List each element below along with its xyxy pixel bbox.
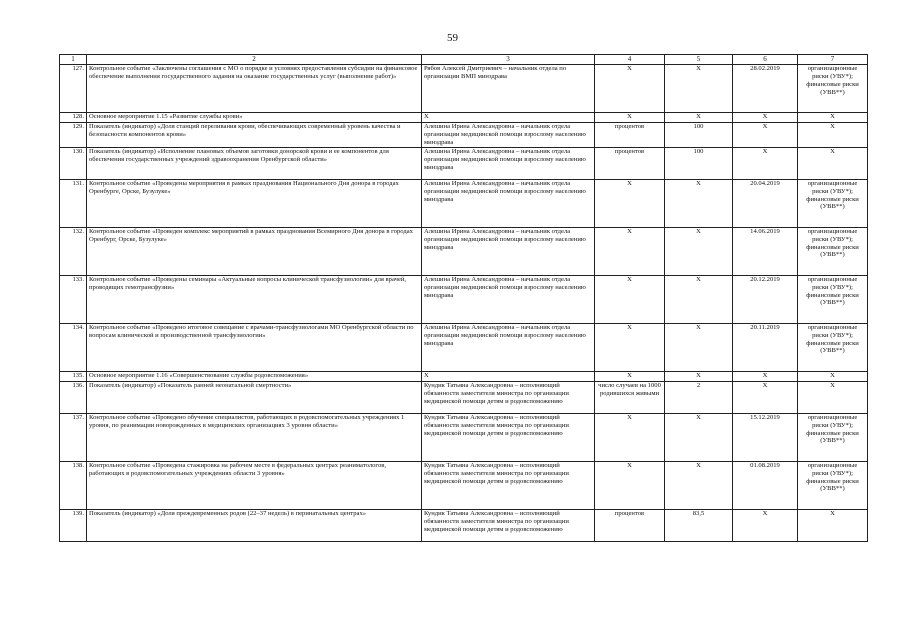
- cell-value: Х: [665, 323, 733, 371]
- cell-value: 100: [665, 123, 733, 148]
- cell-date: 14.06.2019: [733, 227, 798, 275]
- cell-name: Показатель (индикатор) «Доля станций переливания крови, обеспечивающих современный уровень качества и безопасности компонентов крови»: [87, 123, 422, 148]
- cell-resp: Кундик Татьяна Александровна – исполняющий обязанности заместителя министра по организации медицинской помощи детям и родовспоможению: [422, 461, 595, 509]
- cell-unit: Х: [595, 413, 665, 461]
- cell-resp: Х: [422, 371, 595, 381]
- cell-risk: организационные риски (УВУ*); финансовые риски (УВВ**): [798, 461, 868, 509]
- table-row: [60, 461, 868, 509]
- cell-num: 131.: [60, 179, 87, 227]
- table-row: [60, 381, 868, 413]
- cell-num: 136.: [60, 381, 87, 413]
- cell-name: Контрольное событие «Проведен комплекс мероприятий в рамках празднования Всемирного Дня донора в городах Оренбург, Орске, Бузулуке»: [87, 227, 422, 275]
- page-number: 59: [447, 32, 458, 44]
- cell-date: 20.12.2019: [733, 275, 798, 323]
- cell-value: Х: [665, 275, 733, 323]
- cell-date: 01.08.2019: [733, 461, 798, 509]
- cell-value: Х: [665, 227, 733, 275]
- cell-name: Основное мероприятие 1.15 «Развитие службы крови»: [87, 113, 422, 123]
- cell-num: 127.: [60, 65, 87, 113]
- table-row: [60, 323, 868, 371]
- table-row: [60, 147, 868, 179]
- cell-unit: Х: [595, 65, 665, 113]
- table-row: [60, 509, 868, 541]
- cell-num: 129.: [60, 123, 87, 148]
- cell-risk: Х: [798, 381, 868, 413]
- cell-date: 15.12.2019: [733, 413, 798, 461]
- cell-num: 134.: [60, 323, 87, 371]
- cell-resp: Кундик Татьяна Александровна – исполняющий обязанности заместителя министра по организации медицинской помощи детям и родовспоможению: [422, 509, 595, 541]
- cell-risk: Х: [798, 371, 868, 381]
- cell-date: 28.02.2019: [733, 65, 798, 113]
- cell-date: Х: [733, 123, 798, 148]
- cell-date: Х: [733, 371, 798, 381]
- cell-resp: Алешина Ирина Александровна – начальник отдела организации медицинской помощи взрослому населению минздрава: [422, 179, 595, 227]
- cell-value: Х: [665, 113, 733, 123]
- cell-name: Контрольное событие «Проведены мероприятия в рамках празднования Национального Дня донора в городах Оренбурге, Орске, Бузулуке»: [87, 179, 422, 227]
- cell-name: Показатель (индикатор) «Доля преждевременных родов (22–37 недель) в перинатальных центрах»: [87, 509, 422, 541]
- cell-risk: Х: [798, 147, 868, 179]
- cell-date: Х: [733, 113, 798, 123]
- cell-num: 128.: [60, 113, 87, 123]
- cell-unit: процентов: [595, 509, 665, 541]
- column-number-row: [60, 55, 868, 65]
- cell-unit: Х: [595, 371, 665, 381]
- cell-risk: Х: [798, 509, 868, 541]
- cell-value: Х: [665, 371, 733, 381]
- cell-resp: Кундик Татьяна Александровна – исполняющий обязанности заместителя министра по организации медицинской помощи детям и родовспоможению: [422, 381, 595, 413]
- cell-name: Контрольное событие «Проведено обучение специалистов, работающих в родовспомогательных учреждениях 1 уровня, по реанимации новорожденных в медицинских организациях 3 уровня области»: [87, 413, 422, 461]
- cell-resp: Алешина Ирина Александровна – начальник отдела организации медицинской помощи взрослому населению минздрава: [422, 227, 595, 275]
- cell-value: 83,5: [665, 509, 733, 541]
- table-row: [60, 179, 868, 227]
- cell-unit: процентов: [595, 123, 665, 148]
- cell-name: Основное мероприятие 1.16 «Совершенствование службы родовспоможения»: [87, 371, 422, 381]
- cell-resp: Х: [422, 113, 595, 123]
- cell-risk: организационные риски (УВУ*); финансовые риски (УВВ**): [798, 323, 868, 371]
- cell-resp: Рябов Алексей Дмитриевич – начальник отдела по организации ВМП минздрава: [422, 65, 595, 113]
- column-header: 1: [60, 55, 87, 65]
- cell-risk: организационные риски (УВУ*); финансовые риски (УВВ**): [798, 275, 868, 323]
- cell-resp: Алешина Ирина Александровна – начальник отдела организации медицинской помощи взрослому населению минздрава: [422, 323, 595, 371]
- cell-unit: процентов: [595, 147, 665, 179]
- measures-table: [59, 54, 868, 542]
- cell-risk: Х: [798, 113, 868, 123]
- cell-num: 132.: [60, 227, 87, 275]
- cell-risk: организационные риски (УВУ*); финансовые риски (УВВ**): [798, 227, 868, 275]
- cell-num: 139.: [60, 509, 87, 541]
- cell-risk: организационные риски (УВУ*); финансовые риски (УВВ**): [798, 65, 868, 113]
- cell-risk: организационные риски (УВУ*); финансовые риски (УВВ**): [798, 413, 868, 461]
- cell-resp: Алешина Ирина Александровна – начальник отдела организации медицинской помощи взрослому населению минздрава: [422, 123, 595, 148]
- table-row: [60, 371, 868, 381]
- column-header: 6: [733, 55, 798, 65]
- cell-name: Контрольное событие «Проведена стажировка на рабочем месте в федеральных центрах реаниматологов, работающих в родовспомогательных учреждениях области 3 уровня»: [87, 461, 422, 509]
- cell-num: 133.: [60, 275, 87, 323]
- cell-name: Контрольное событие «Проведены семинары «Актуальные вопросы клинической трансфузиологии» для врачей, проводящих гемотрансфузии»: [87, 275, 422, 323]
- cell-name: Показатель (индикатор) «Исполнение плановых объемов заготовки донорской крови и ее компонентов для обеспечения государственных учреждений здравоохранения Оренбургской области»: [87, 147, 422, 179]
- cell-value: Х: [665, 461, 733, 509]
- cell-unit: Х: [595, 113, 665, 123]
- cell-unit: Х: [595, 323, 665, 371]
- table-row: [60, 413, 868, 461]
- cell-unit: Х: [595, 179, 665, 227]
- cell-resp: Кундик Татьяна Александровна – исполняющий обязанности заместителя министра по организации медицинской помощи детям и родовспоможению: [422, 413, 595, 461]
- cell-unit: Х: [595, 275, 665, 323]
- column-header: 4: [595, 55, 665, 65]
- table-row: [60, 113, 868, 123]
- cell-name: Показатель (индикатор) «Показатель ранней неонатальной смертности»: [87, 381, 422, 413]
- table-row: [60, 65, 868, 113]
- cell-date: 20.11.2019: [733, 323, 798, 371]
- column-header: 5: [665, 55, 733, 65]
- cell-date: Х: [733, 381, 798, 413]
- cell-unit: Х: [595, 227, 665, 275]
- cell-resp: Алешина Ирина Александровна – начальник отдела организации медицинской помощи взрослому населению минздрава: [422, 147, 595, 179]
- column-header: 2: [87, 55, 422, 65]
- cell-unit: Х: [595, 461, 665, 509]
- table-row: [60, 123, 868, 148]
- cell-risk: Х: [798, 123, 868, 148]
- cell-value: 100: [665, 147, 733, 179]
- cell-num: 135.: [60, 371, 87, 381]
- cell-value: 2: [665, 381, 733, 413]
- table-row: [60, 275, 868, 323]
- cell-value: Х: [665, 179, 733, 227]
- cell-date: 20.04.2019: [733, 179, 798, 227]
- cell-name: Контрольное событие «Заключены соглашения с МО о порядке и условиях предоставления субсидии на финансовое обеспечение выполнения государственного задания на оказание государственных услуг (выполнение работ)»: [87, 65, 422, 113]
- cell-num: 137.: [60, 413, 87, 461]
- cell-unit: число случаев на 1000 родившихся живыми: [595, 381, 665, 413]
- cell-value: Х: [665, 413, 733, 461]
- cell-risk: организационные риски (УВУ*); финансовые риски (УВВ**): [798, 179, 868, 227]
- column-header: 3: [422, 55, 595, 65]
- cell-num: 138.: [60, 461, 87, 509]
- table-row: [60, 227, 868, 275]
- column-header: 7: [798, 55, 868, 65]
- cell-num: 130.: [60, 147, 87, 179]
- cell-date: Х: [733, 147, 798, 179]
- cell-value: Х: [665, 65, 733, 113]
- cell-date: Х: [733, 509, 798, 541]
- cell-resp: Алешина Ирина Александровна – начальник отдела организации медицинской помощи взрослому населению минздрава: [422, 275, 595, 323]
- cell-name: Контрольное событие «Проведено итоговое совещание с врачами-трансфузиологами МО Оренбургской области по вопросам клинической и производственной трансфузиологии»: [87, 323, 422, 371]
